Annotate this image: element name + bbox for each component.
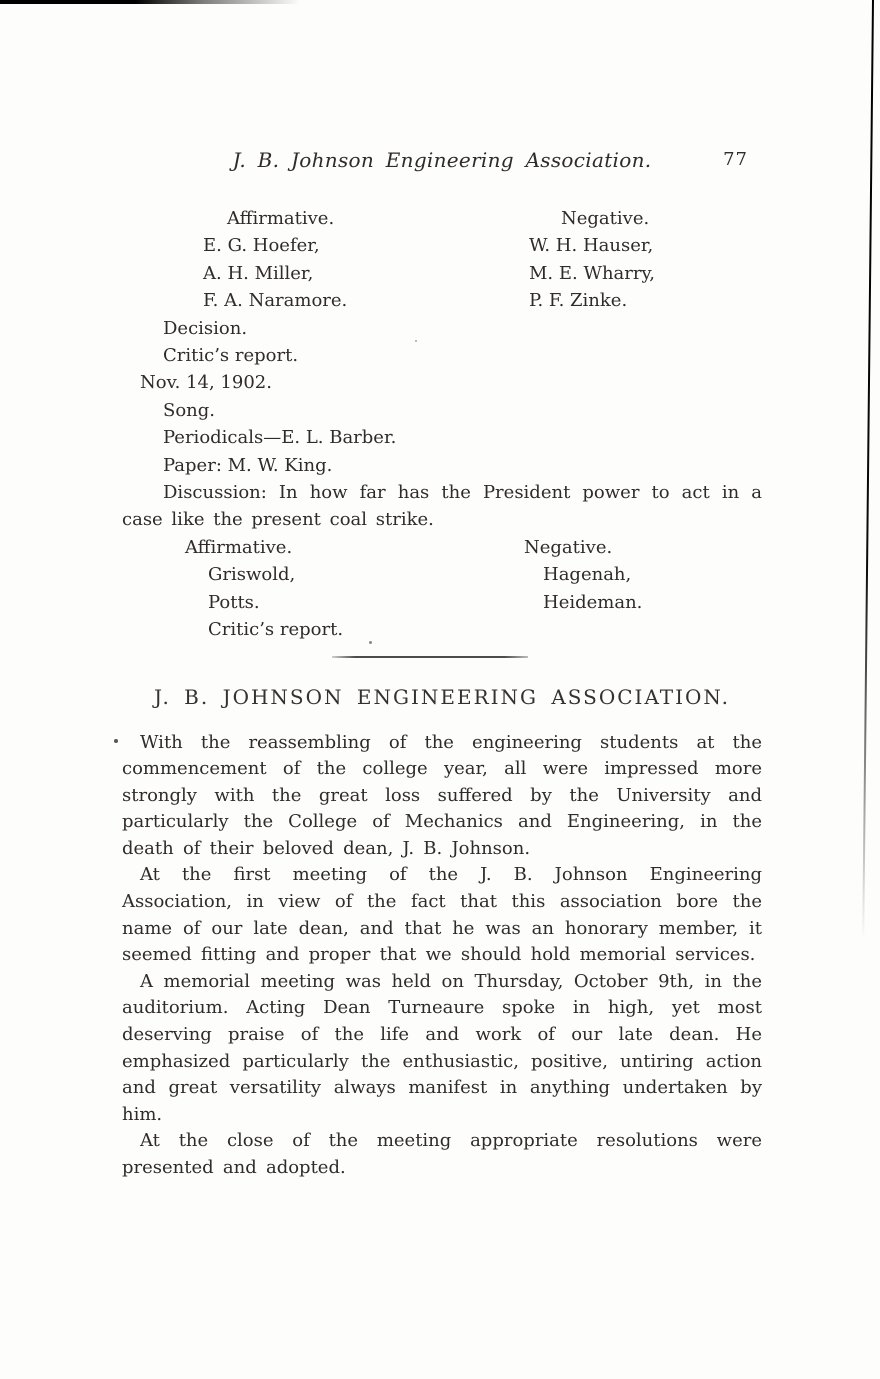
debater-name: Griswold, <box>208 564 296 586</box>
affirmative-label: Affirmative. <box>227 208 335 229</box>
debater-name: M. E. Wharry, <box>529 262 655 284</box>
article-paragraph: At the first meeting of the J. B. Johnson Engineering Association, in view of the fact that this association bore the name of our late dean, and that he was an honorary member, it seemed fitting and proper that we should hold memorial services. <box>122 864 762 966</box>
article-section <box>122 684 762 1182</box>
debater-name: A. H. Miller, <box>203 262 314 284</box>
negative-label: Negative. <box>561 208 650 229</box>
running-header-title: J. B. Johnson Engineering Association. <box>232 148 652 172</box>
debater-name: P. F. Zinke. <box>529 290 628 312</box>
page-content <box>122 148 762 1182</box>
minute-line-date: Nov. 14, 1902. <box>140 372 272 394</box>
debater-name: Potts. <box>208 591 260 613</box>
page-number: 77 <box>723 149 748 170</box>
minute-line-paper: Paper: M. W. King. <box>163 454 333 476</box>
minute-discussion-topic: Discussion: In how far has the President power to act in a case like the present coal strike. <box>122 482 762 531</box>
debater-name: F. A. Naramore. <box>203 290 348 312</box>
running-header <box>122 148 762 174</box>
article-paragraph: A memorial meeting was held on Thursday, October 9th, in the auditorium. Acting Dean Turneaure spoke in high, yet most deserving praise of the life and work of our late dean. He emphasized particularly the enthusiastic, positive, untiring action and great versatility always manifest in anything undertaken by him. <box>122 970 762 1125</box>
debater-name: E. G. Hoefer, <box>203 235 320 257</box>
meeting-minutes <box>122 205 762 644</box>
article-heading: J. B. JOHNSON ENGINEERING ASSOCIATION. <box>153 684 731 709</box>
affirmative-column <box>203 205 762 315</box>
scan-edge-right-line <box>862 0 874 940</box>
debate-teams-second <box>122 534 762 644</box>
negative-column <box>524 534 642 616</box>
article-paragraph: At the close of the meeting appropriate resolutions were presented and adopted. <box>122 1130 762 1178</box>
section-divider <box>332 656 528 658</box>
negative-label: Negative. <box>524 536 613 558</box>
ink-speck <box>114 739 118 743</box>
debate-teams-first <box>122 205 762 315</box>
debater-name: Hagenah, <box>543 564 632 586</box>
minute-line-critics-report: Critic’s report. <box>208 619 344 641</box>
debater-name: W. H. Hauser, <box>529 235 654 257</box>
minute-line-song: Song. <box>163 399 216 421</box>
minute-line-periodicals: Periodicals—E. L. Barber. <box>163 427 397 449</box>
minute-line-critics-report: Critic’s report. <box>163 345 299 367</box>
affirmative-column <box>185 534 762 644</box>
affirmative-label: Affirmative. <box>185 536 293 558</box>
scan-edge-top-bar <box>0 0 300 4</box>
debater-name: Heideman. <box>543 591 643 613</box>
minute-line-decision: Decision. <box>163 317 248 339</box>
article-paragraph: With the reassembling of the engineering students at the commencement of the college year, all were impressed more strongly with the great loss suffered by the University and particularly the College of Mechanics and Engineering, in the death of their beloved dean, J. B. Johnson. <box>122 731 762 859</box>
negative-column <box>529 205 655 315</box>
